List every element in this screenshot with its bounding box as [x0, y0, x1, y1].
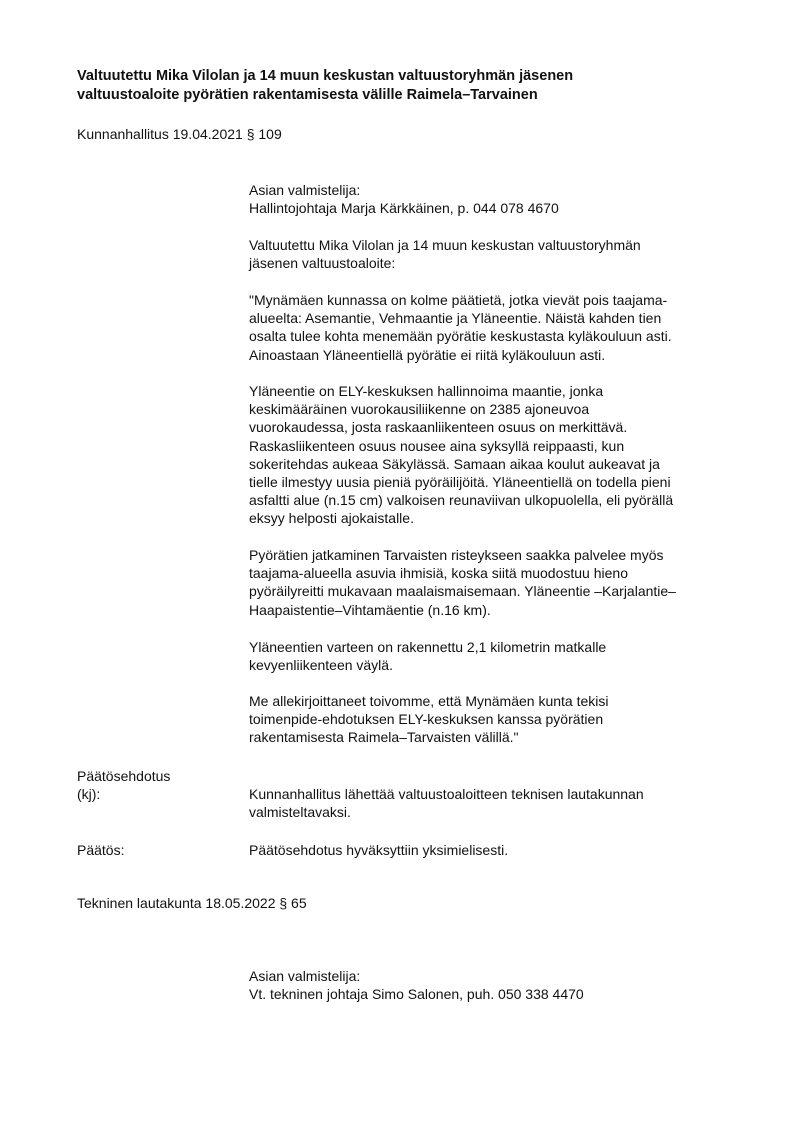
- preparer-name: Vt. tekninen johtaja Simo Salonen, puh. 050 338 4470: [249, 986, 584, 1003]
- text-line: Haapaistentie–Vihtamäentie (n.16 km).: [249, 601, 491, 618]
- proposal-label: [77, 767, 170, 803]
- text-line: Pyörätien jatkaminen Tarvaisten risteykseen saakka palvelee myös: [249, 547, 664, 563]
- quote-paragraph-2: [249, 382, 673, 528]
- text-line: sokeritehdas aukeaa Säkylässä. Samaan aikaa koulut aukeavat ja: [249, 455, 660, 472]
- quote-paragraph-1: [249, 291, 672, 364]
- quote-paragraph-5: [249, 692, 609, 747]
- text-line: Kunnanhallitus lähettää valtuustoaloitteen teknisen lautakunnan: [249, 786, 644, 802]
- text-line: alueelta: Asemantie, Vehmaantie ja Yläneentie. Näistä kahden tien: [249, 310, 662, 327]
- text-line: rakentamisesta Raimela–Tarvaisten välillä.": [249, 729, 519, 746]
- text-line: vuorokaudessa, josta raskaanliikenteen osuus on merkittävä.: [249, 419, 628, 436]
- decision-label: Päätös:: [77, 842, 125, 858]
- initiative-intro: [249, 236, 641, 272]
- meeting-heading-kunnanhallitus: Kunnanhallitus 19.04.2021 § 109: [77, 126, 282, 142]
- text-line: asfaltti alue (n.15 cm) valkoisen reunaviivan ulkopuolella, eli pyörällä: [249, 492, 674, 509]
- text-line: osalta tulee kohta menemään pyörätie keskustasta kyläkouluun asti.: [249, 328, 672, 345]
- proposal-label-line: (kj):: [77, 786, 101, 802]
- preparer-block-2: [249, 967, 584, 1003]
- text-line: tielle ilmestyy uusia pieniä pyöräilijöitä. Yläneentiellä on todella pieni: [249, 474, 671, 491]
- quote-paragraph-3: [249, 546, 676, 619]
- text-line: eksyy helposti ajokaistalle.: [249, 510, 414, 527]
- intro-line: Valtuutettu Mika Vilolan ja 14 muun keskustan valtuustoryhmän: [249, 237, 641, 253]
- document-title: [77, 67, 573, 105]
- text-line: keskimääräinen vuorokausiliikenne on 2385 ajoneuvoa: [249, 401, 590, 418]
- meeting-heading-tekninen-lautakunta: Tekninen lautakunta 18.05.2022 § 65: [77, 895, 307, 911]
- preparer-block-1: [249, 181, 559, 217]
- decision-text: Päätösehdotus hyväksyttiin yksimielisesti.: [249, 842, 509, 858]
- proposal-text: [249, 785, 644, 821]
- quote-paragraph-4: [249, 638, 606, 674]
- title-line-2: valtuustoaloite pyörätien rakentamisesta välille Raimela–Tarvainen: [77, 87, 538, 103]
- preparer-name: Hallintojohtaja Marja Kärkkäinen, p. 044 078 4670: [249, 200, 559, 217]
- preparer-label: Asian valmistelija:: [249, 968, 361, 984]
- proposal-label-line: Päätösehdotus: [77, 768, 171, 784]
- text-line: Yläneentien varteen on rakennettu 2,1 kilometrin matkalle: [249, 639, 607, 655]
- text-line: Raskasliikenteen osuus nousee aina syksyllä reippaasti, kun: [249, 437, 625, 454]
- preparer-label: Asian valmistelija:: [249, 182, 361, 198]
- title-line-1: Valtuutettu Mika Vilolan ja 14 muun keskustan valtuustoryhmän jäsenen: [77, 68, 574, 84]
- text-line: Me allekirjoittaneet toivomme, että Mynämäen kunta tekisi: [249, 693, 609, 709]
- text-line: toimenpide-ehdotuksen ELY-keskuksen kanssa pyörätien: [249, 711, 604, 728]
- text-line: pyöräilyreitti mukavaan maalaismaisemaan. Yläneentie –Karjalantie–: [249, 583, 676, 600]
- intro-line: jäsenen valtuustoaloite:: [249, 255, 396, 272]
- text-line: "Mynämäen kunnassa on kolme päätietä, jotka vievät pois taajama-: [249, 292, 668, 308]
- text-line: kevyenliikenteen väylä.: [249, 657, 393, 674]
- text-line: Ainoastaan Yläneentiellä pyörätie ei riitä kyläkouluun asti.: [249, 346, 606, 363]
- text-line: taajama-alueella asuvia ihmisiä, koska siitä muodostuu hieno: [249, 565, 628, 582]
- text-line: valmisteltavaksi.: [249, 804, 351, 821]
- text-line: Yläneentie on ELY-keskuksen hallinnoima maantie, jonka: [249, 383, 604, 399]
